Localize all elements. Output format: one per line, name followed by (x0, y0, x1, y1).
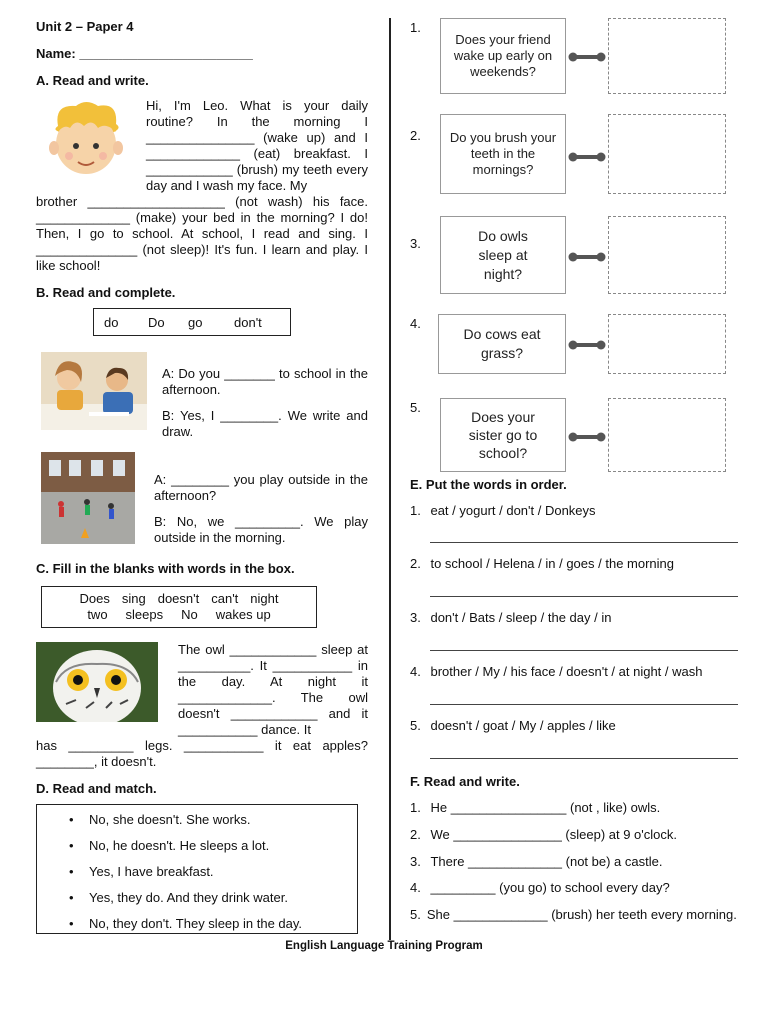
write-sentence: We _______________ (sleep) at 9 o'clock. (430, 827, 677, 842)
section-c-heading: C. Fill in the blanks with words in the box. (36, 561, 295, 576)
section-c-words-row-2 (87, 607, 270, 623)
dialog-1 (36, 352, 368, 456)
word-Does: Does (79, 591, 110, 606)
word-wakes-up: wakes up (215, 607, 271, 622)
footer-program-name: English Language Training Program (285, 940, 483, 952)
write-sentence: He ________________ (not , like) owls. (430, 800, 661, 815)
column-divider (389, 18, 391, 940)
order-words: brother / My / his face / doesn't / at night / wash (430, 664, 703, 679)
match-answer-slot[interactable] (608, 216, 726, 294)
left-column (36, 18, 368, 934)
write-sentence: There _____________ (not be) a castle. (430, 854, 663, 869)
match-answer-slot[interactable] (608, 114, 726, 194)
word-cant: can't (211, 591, 239, 606)
order-number: 3. (410, 610, 421, 625)
section-b-heading: B. Read and complete. (36, 285, 176, 300)
section-b-word-box (93, 308, 291, 336)
dialog-2-line-a: A: ________ you play outside in the afternoon? (154, 472, 368, 503)
write-item-5 (410, 907, 740, 923)
write-item-4 (410, 880, 740, 895)
write-number: 5. (410, 907, 421, 922)
match-question: Do cows eat grass? (438, 314, 566, 374)
answer-line[interactable] (430, 650, 738, 651)
section-e-heading: E. Put the words in order. (410, 477, 567, 492)
write-number: 2. (410, 827, 421, 842)
dialog-2 (36, 452, 368, 560)
connector-icon[interactable] (568, 432, 608, 442)
answer-line[interactable] (430, 704, 738, 705)
order-item-5 (410, 718, 740, 733)
order-words: doesn't / goat / My / apples / like (430, 718, 616, 733)
section-c-body (36, 642, 368, 770)
section-c-text-top: The owl ____________ sleep at __________. It ___________ in the day. At night it _____________. The owl doesn't ____________ and it ___________ dance. It (178, 642, 368, 737)
match-question: Does your friend wake up early on weekends? (440, 18, 566, 94)
answer-line[interactable] (430, 542, 738, 543)
word-No: No (181, 607, 198, 622)
section-c-word-box (41, 586, 317, 628)
order-words: to school / Helena / in / goes / the morning (430, 556, 674, 571)
section-a-body (36, 98, 368, 274)
dialog-1-line-b: B: Yes, I ________. We write and draw. (162, 408, 368, 439)
match-answer-slot[interactable] (608, 18, 726, 94)
write-number: 4. (410, 880, 421, 895)
order-item-3 (410, 610, 740, 625)
section-a-text-top: Hi, I'm Leo. What is your daily routine? In the morning I _______________ (wake up) and I _____________ (eat) breakfast. I ____________ (brush) my teeth every day and I wash my face. My (146, 98, 368, 193)
order-item-4 (410, 664, 740, 679)
section-d-heading: D. Read and match. (36, 781, 157, 796)
answer-item: • Yes, they do. And they drink water. (37, 885, 357, 911)
word-two: two (87, 607, 108, 622)
write-number: 3. (410, 854, 421, 869)
order-number: 5. (410, 718, 421, 733)
word-go: go (188, 314, 203, 330)
word-sleeps: sleeps (125, 607, 164, 622)
page-title: Unit 2 – Paper 4 (36, 19, 134, 34)
write-number: 1. (410, 800, 421, 815)
match-number: 5. (410, 400, 421, 415)
match-number: 4. (410, 316, 421, 331)
owl-picture (36, 642, 166, 724)
word-do: do (104, 314, 119, 330)
answer-item: • No, they don't. They sleep in the day. (37, 911, 357, 937)
match-number: 3. (410, 236, 421, 251)
match-answer-slot[interactable] (608, 314, 726, 374)
word-sing: sing (121, 591, 146, 606)
write-sentence: _________ (you go) to school every day? (430, 880, 670, 895)
match-question: Does your sister go to school? (440, 398, 566, 472)
section-f-heading: F. Read and write. (410, 774, 520, 789)
answer-item: • No, he doesn't. He sleeps a lot. (37, 833, 357, 859)
match-question: Do owls sleep at night? (440, 216, 566, 294)
connector-icon[interactable] (568, 340, 608, 350)
match-number: 2. (410, 128, 421, 143)
write-item-2 (410, 827, 740, 842)
dialog-2-line-b: B: No, we _________. We play outside in the morning. (154, 514, 368, 545)
section-c-words-row-1 (80, 591, 279, 607)
word-night: night (250, 591, 279, 606)
order-number: 4. (410, 664, 421, 679)
write-sentence: She _____________ (brush) her teeth every morning. (426, 907, 737, 922)
section-d-answer-list (37, 807, 357, 937)
dialog-1-line-a: A: Do you _______ to school in the afternoon. (162, 366, 368, 397)
section-a-text-bottom: brother ___________________ (not wash) his face. _____________ (make) your bed in the morning? I do! Then, I go to school. At school, I read and sing. I ______________ (not sleep)! It's fun. I learn and play. I like school! (36, 194, 368, 273)
match-question: Do you brush your teeth in the mornings? (440, 114, 566, 194)
order-number: 1. (410, 503, 421, 518)
answer-line[interactable] (430, 758, 738, 759)
order-item-1 (410, 503, 740, 518)
name-field[interactable]: Name: ________________________ (36, 46, 253, 61)
answer-line[interactable] (430, 596, 738, 597)
order-words: don't / Bats / sleep / the day / in (430, 610, 612, 625)
order-number: 2. (410, 556, 421, 571)
connector-icon[interactable] (568, 252, 608, 262)
section-a-heading: A. Read and write. (36, 73, 149, 88)
boy-picture (36, 98, 146, 186)
write-item-3 (410, 854, 740, 869)
write-item-1 (410, 800, 740, 815)
order-item-2 (410, 556, 740, 571)
word-dont: don't (234, 314, 262, 330)
word-doesnt: doesn't (157, 591, 200, 606)
connector-icon[interactable] (568, 152, 608, 162)
answer-item: • No, she doesn't. She works. (37, 807, 357, 833)
match-number: 1. (410, 20, 421, 35)
section-c-text-bottom: has _________ legs. ___________ it eat apples? ________, it doesn't. (36, 738, 368, 769)
word-Do: Do (148, 314, 165, 330)
connector-icon[interactable] (568, 52, 608, 62)
classroom-picture (41, 352, 147, 430)
match-answer-slot[interactable] (608, 398, 726, 472)
schoolyard-picture (41, 452, 135, 544)
section-d-answer-box (36, 804, 358, 934)
order-words: eat / yogurt / don't / Donkeys (430, 503, 596, 518)
answer-item: • Yes, I have breakfast. (37, 859, 357, 885)
